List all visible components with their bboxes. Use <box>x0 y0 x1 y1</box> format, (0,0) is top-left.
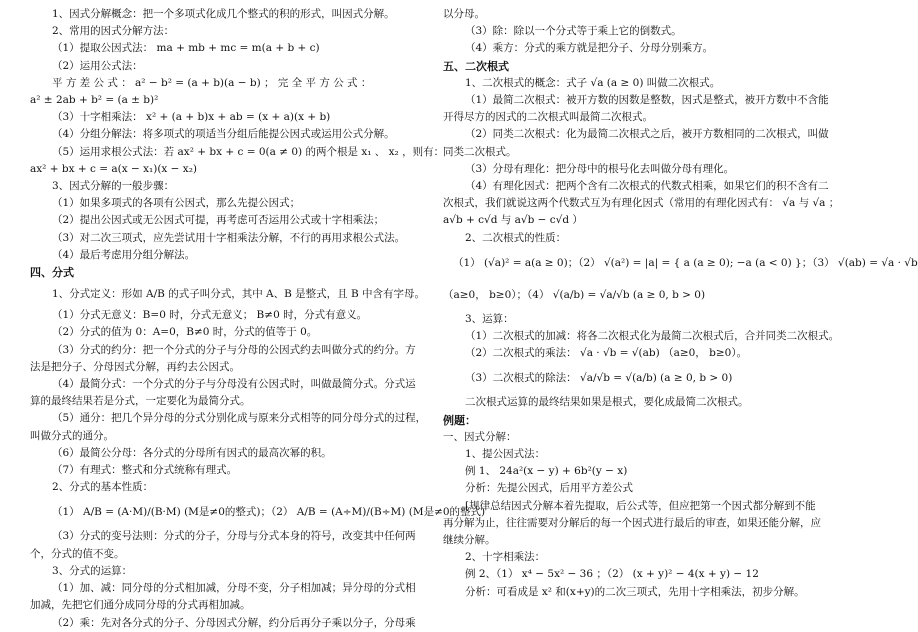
right-text-line: （1）最简二次根式：被开方数的因数是整数，因式是整式，被开方数中不含能 <box>465 94 829 107</box>
right-text-line: （2）二次根式的乘法： √a · √b = √(ab) （a≥0， b≥0）。 <box>465 347 748 360</box>
left-text-line: a² ± 2ab + b² = (a ± b)² <box>30 94 159 107</box>
left-text-line: 3、分式的运算： <box>52 564 133 577</box>
left-text-line: （3）十字相乘法： x² + (a + b)x + ab = (x + a)(x + b) <box>52 111 331 124</box>
right-text-line: 二次根式运算的最终结果如果是根式，要化成最简二次根式。 <box>465 396 749 409</box>
left-text-line: （4）分组分解法：将多项式的项适当分组后能提公因式或运用公式分解。 <box>52 128 395 141</box>
right-text-line: 继续分解。 <box>443 534 496 547</box>
left-text-line: 个，分式的值不变。 <box>30 547 125 560</box>
left-text-line: （1） A/B = (A·M)/(B·M) (M是≠0的整式)；（2） A/B = (A÷M)/(B÷M) (M是≠0的整式) <box>52 506 486 519</box>
right-column <box>443 6 918 601</box>
right-text-line: 次根式，我们就说这两个代数式互为有理化因式（常用的有理化因式有： √a 与 √a ； <box>443 197 840 210</box>
right-text-line: 开得尽方的因式的二次根式叫最简二次根式。 <box>443 111 653 124</box>
left-text-line: （3）分式的约分：把一个分式的分子与分母的公因式约去叫做分式的约分。方 <box>52 343 416 356</box>
left-text-line: （1）分式无意义：B=0 时，分式无意义； B≠0 时，分式有意义。 <box>52 309 368 322</box>
left-text-line: （2）提出公因式或无公因式可提，再考虑可否运用公式或十字相乘法； <box>52 214 385 227</box>
left-text-line: 算的最终结果若是分式，一定要化为最简分式。 <box>30 395 251 408</box>
right-text-line: 分析：先提公因式，后用平方差公式 <box>465 482 633 495</box>
right-text-line: 以分母。 <box>443 8 485 20</box>
right-text-line: （3）二次根式的除法： √a/√b = √(a/b) (a ≥ 0, b > 0) <box>465 372 733 385</box>
right-text-line: （a≥0， b≥0）；（4） √(a/b) = √a/√b (a ≥ 0, b > 0) <box>443 288 706 301</box>
left-text-line: （5）运用求根公式法：若 ax² + bx + c = 0(a ≠ 0) 的两个根是 x₁ 、 x₂ ，则有： <box>52 145 445 158</box>
left-text-line: 平 方 差 公 式 ： a² − b² = (a + b)(a − b) ； 完 全 平 方 公 式 ： <box>52 76 372 89</box>
left-text-line: （6）最简公分母：各分式的分母所有因式的最高次幂的积。 <box>52 446 332 459</box>
left-text-line: 加减，先把它们通分成同分母的分式再相加减。 <box>30 599 251 612</box>
right-text-line: 3、运算： <box>465 312 514 325</box>
right-text-line: （4）有理化因式：把两个含有二次根式的代数式相乘，如果它们的积不含有二 <box>465 180 829 193</box>
left-text-line: 2、分式的基本性质： <box>52 481 154 494</box>
right-text-line: （3）除：除以一个分式等于乘上它的倒数式。 <box>465 25 682 38</box>
right-text-line: 1、二次根式的概念：式子 √a (a ≥ 0) 叫做二次根式。 <box>465 76 721 89</box>
left-text-line: 法是把分子、分母因式分解，再约去公因式。 <box>30 360 240 373</box>
left-text-line: （2）分式的值为 0：A=0，B≠0 时，分式的值等于 0。 <box>52 326 318 339</box>
right-text-line: （3）分母有理化：把分母中的根号化去叫做分母有理化。 <box>465 162 735 175</box>
right-text-line: 2、二次根式的性质： <box>465 231 567 244</box>
left-text-line: （3）对二次三项式，应先尝试用十字相乘法分解，不行的再用求根公式法。 <box>52 231 406 244</box>
left-text-line: （4）最简分式：一个分式的分子与分母没有公因式时，叫做最简分式。分式运 <box>52 378 416 391</box>
right-text-line: 例 2、（1） x⁴ − 5x² − 36 ；（2） (x + y)² − 4(x + y) − 12 <box>465 568 759 581</box>
left-text-line: （5）通分：把几个异分母的分式分别化成与原来分式相等的同分母分式的过程， <box>52 412 427 425</box>
right-text-line: 再分解为止，往往需要对分解后的每一个因式进行最后的审查，如果还能分解，应 <box>443 516 821 529</box>
left-text-line: （2）运用公式法： <box>52 59 143 72</box>
left-text-line: 1、分式定义：形如 A/B 的式子叫分式，其中 A、B 是整式，且 B 中含有字母。 <box>52 288 426 301</box>
left-text-line: （1）如果多项式的各项有公因式，那么先提公因式； <box>52 197 301 210</box>
right-text-line: [规律总结因式分解本着先提取，后公式等，但应把第一个因式都分解到不能 <box>465 499 816 512</box>
right-text-line: 同类二次根式。 <box>443 145 517 158</box>
left-text-line: ax² + bx + c = a(x − x₁)(x − x₂) <box>30 162 198 175</box>
right-section-heading: 例题： <box>443 413 476 427</box>
right-text-line: 1、提公因式法： <box>465 448 546 461</box>
left-text-line: （1）提取公因式法： ma + mb + mc = m(a + b + c) <box>52 42 320 55</box>
left-section-heading: 四、分式 <box>30 266 74 280</box>
right-text-line: （1）二次根式的加减：将各二次根式化为最简二次根式后，合并同类二次根式。 <box>465 330 840 343</box>
left-text-line: 1、因式分解概念：把一个多项式化成几个整式的积的形式，叫因式分解。 <box>52 8 395 20</box>
right-text-line: （4）乘方：分式的乘方就是把分子、分母分别乘方。 <box>465 42 714 55</box>
left-text-line: （7）有理式：整式和分式统称有理式。 <box>52 464 238 477</box>
right-text-line: 分析：可看成是 x² 和(x+y)的二次三项式，先用十字相乘法，初步分解。 <box>465 585 805 598</box>
right-text-line: 2、十字相乘法： <box>465 551 546 564</box>
left-text-line: （2）乘：先对各分式的分子、分母因式分解，约分后再分子乘以分子，分母乘 <box>52 616 416 629</box>
right-text-line: （1） (√a)² = a(a ≥ 0)；（2） √(a²) = |a| = { a (a ≥ 0); −a (a < 0) }；（3） √(ab) = √a · √b <box>453 256 918 269</box>
left-text-line: （4）最后考虑用分组分解法。 <box>52 248 196 261</box>
left-text-line: 叫做分式的通分。 <box>30 429 114 442</box>
right-text-line: （2）同类二次根式：化为最简二次根式之后，被开方数相同的二次根式，叫做 <box>465 128 829 141</box>
left-text-line: 2、常用的因式分解方法： <box>52 25 175 38</box>
left-text-line: （3）分式的变号法则：分式的分子，分母与分式本身的符号，改变其中任何两 <box>52 530 416 543</box>
left-text-line: 3、因式分解的一般步骤： <box>52 180 175 193</box>
right-section-heading: 五、二次根式 <box>443 59 509 73</box>
right-text-line: a√b + c√d 与 a√b − c√d ） <box>443 214 583 227</box>
right-text-line: 例 1、 24a²(x − y) + 6b²(y − x) <box>465 465 628 478</box>
right-text-line: 一、因式分解： <box>443 430 517 443</box>
left-text-line: （1）加、减：同分母的分式相加减，分母不变，分子相加减；异分母的分式相 <box>52 582 416 595</box>
